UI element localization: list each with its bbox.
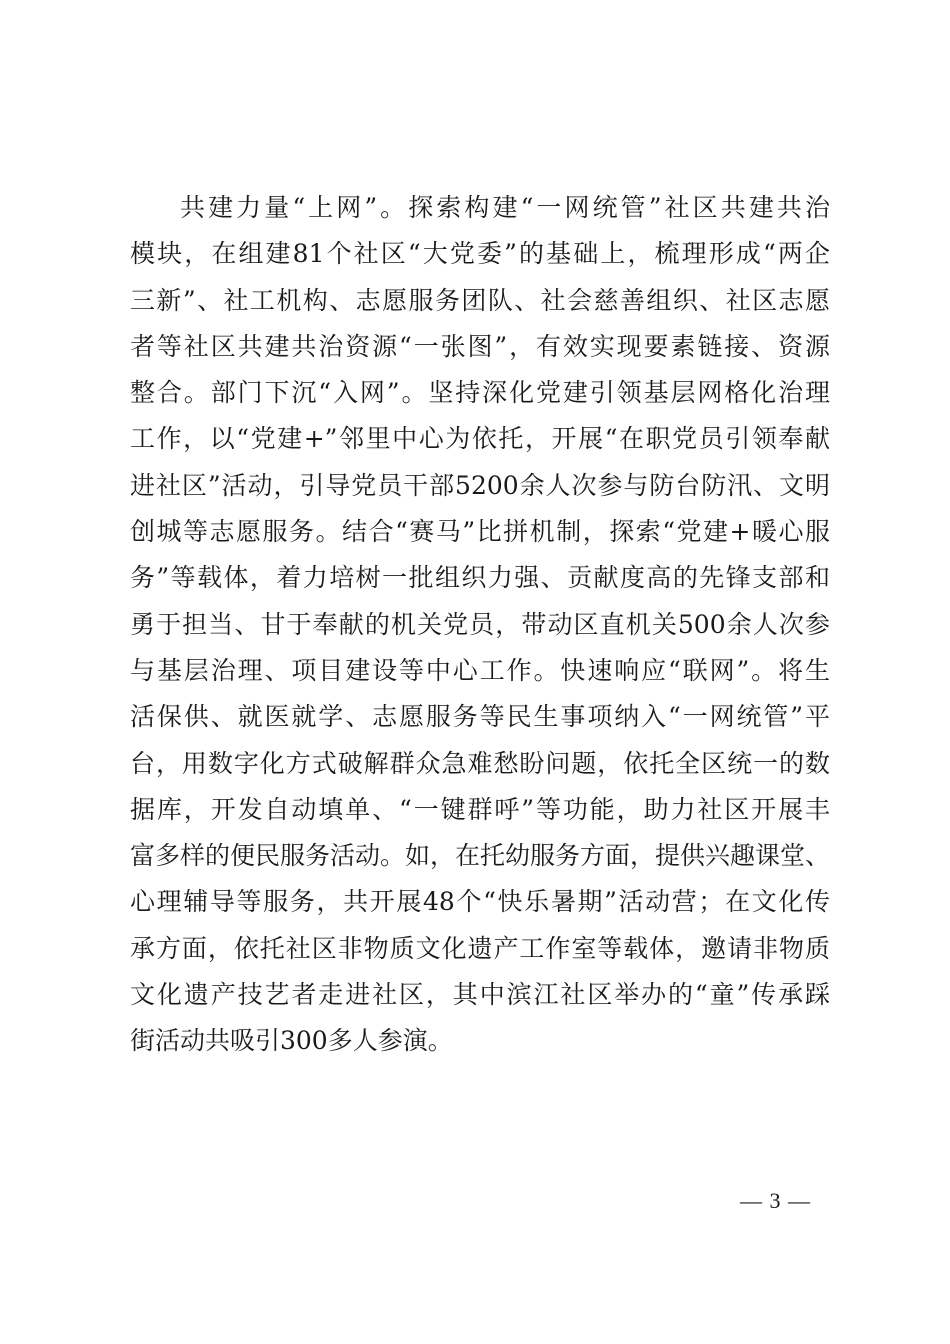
paragraph-line: 务”等载体，着力培树一批组织力强、贡献度高的先锋支部和 [130,563,830,593]
paragraph-line: 共建力量“上网”。探索构建“一网统管”社区共建共治 [180,193,830,222]
paragraph-line: 勇于担当、甘于奉献的机关党员，带动区直机关500余人次参 [130,609,830,639]
paragraph-line: 活保供、就医就学、志愿服务等民生事项纳入“一网统管”平 [130,702,830,732]
paragraph-line: 文化遗产技艺者走进社区，其中滨江社区举办的“童”传承踩 [130,980,830,1010]
paragraph-line: 三新”、社工机构、志愿服务团队、社会慈善组织、社区志愿 [130,285,830,315]
paragraph-line: 承方面，依托社区非物质文化遗产工作室等载体，邀请非物质 [130,933,830,963]
body-paragraph [130,185,830,1065]
paragraph-line: 街活动共吸引300多人参演。 [130,1026,453,1056]
paragraph-line: 进社区”活动，引导党员干部5200余人次参与防台防汛、文明 [130,470,830,500]
paragraph-line: 富多样的便民服务活动。如，在托幼服务方面，提供兴趣课堂、 [130,841,831,871]
paragraph-line: 工作，以“党建+”邻里中心为依托，开展“在职党员引领奉献 [130,424,830,454]
paragraph-line: 创城等志愿服务。结合“赛马”比拼机制，探索“党建+暖心服 [130,517,830,547]
paragraph-line: 台，用数字化方式破解群众急难愁盼问题，依托全区统一的数 [130,748,830,778]
paragraph-line: 整合。部门下沉“入网”。坚持深化党建引领基层网格化治理 [130,378,830,408]
paragraph-line: 模块，在组建81个社区“大党委”的基础上，梳理形成“两企 [130,239,830,269]
paragraph-line: 者等社区共建共治资源“一张图”，有效实现要素链接、资源 [130,331,830,361]
paragraph-line: 据库，开发自动填单、“一键群呼”等功能，助力社区开展丰 [130,794,830,824]
page-number: — 3 — [740,1188,811,1213]
paragraph-line: 心理辅导等服务，共开展48个“快乐暑期”活动营；在文化传 [130,887,830,917]
paragraph-line: 与基层治理、项目建设等中心工作。快速响应“联网”。将生 [130,655,830,685]
